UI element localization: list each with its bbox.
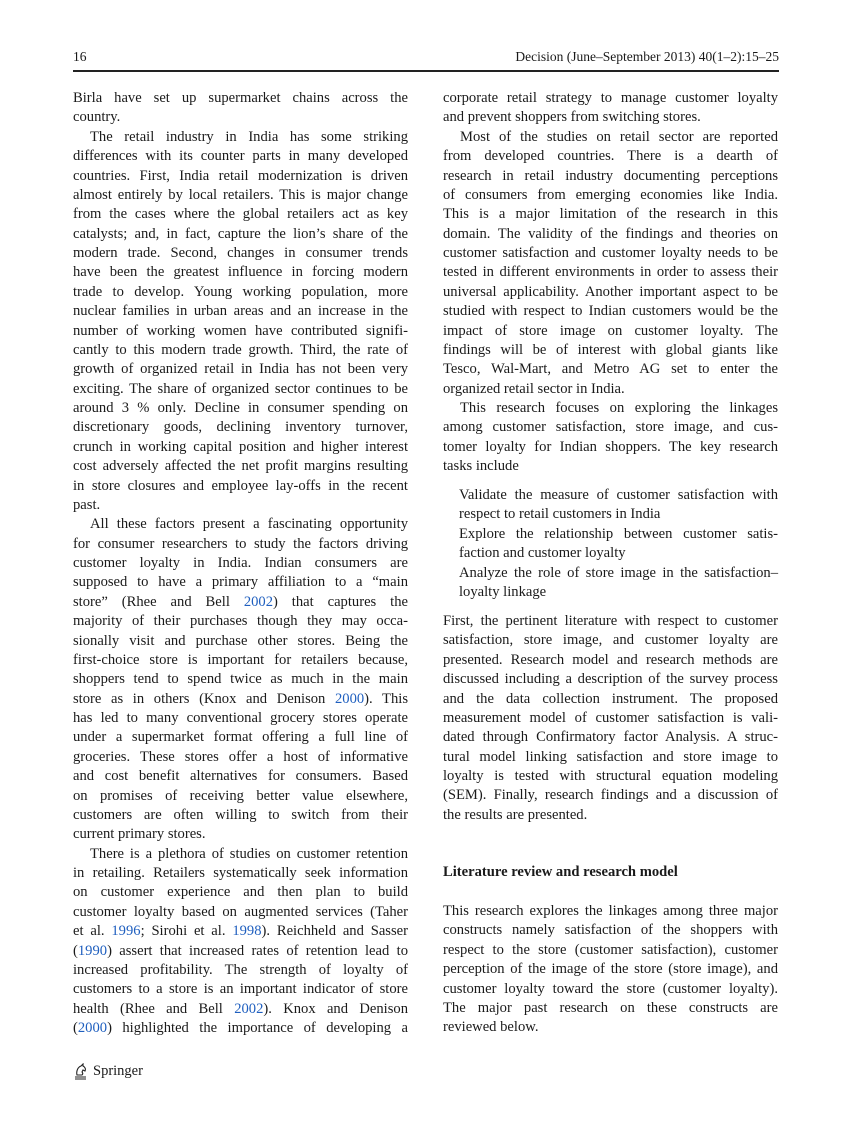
text-line: tomer loyalty for Indian shoppers. The key research xyxy=(443,438,778,455)
text-line: sionally visit and purchase other stores. Being the xyxy=(73,632,408,649)
text-line: cost adversely affected the net profit margins resulting xyxy=(73,458,408,475)
springer-logo xyxy=(73,1063,143,1080)
text-line: the results are presented. xyxy=(443,806,588,823)
text-line: among customer satisfaction, store image, and cus- xyxy=(443,419,778,436)
list-item xyxy=(443,564,778,603)
text-line: constructs namely satisfaction of the shoppers with xyxy=(443,922,778,939)
section-heading: Literature review and research model xyxy=(443,864,678,880)
springer-horse-icon xyxy=(73,1063,89,1080)
text-line: country. xyxy=(73,109,121,126)
text-line: under a supermarket format offering a full line of xyxy=(73,729,408,746)
text-line: customer loyalty in India. Indian consumers are xyxy=(73,555,408,571)
paragraph xyxy=(73,128,408,516)
text-line: Most of the studies on retail sector are reported xyxy=(460,128,778,145)
text-line: from developed countries. There is a dearth of xyxy=(443,148,778,165)
text-line: current primary stores. xyxy=(73,826,206,843)
text-line: shoppers tend to spend twice as much in the main xyxy=(73,671,408,688)
publisher-name: Springer xyxy=(93,1063,143,1079)
text-line: modern trade. Second, changes in consumer trends xyxy=(73,245,408,261)
paragraph xyxy=(443,612,778,825)
text-line: Explore the relationship between customer satis- xyxy=(459,525,778,542)
text-line: around 3 % only. Decline in consumer spending on xyxy=(73,400,408,416)
text-line: tural model linking satisfaction and store image to xyxy=(443,748,778,765)
text-line: in store closures and employee lay-offs in the recent xyxy=(73,477,408,494)
text-line: domain. The validity of the findings and theories on xyxy=(443,225,778,242)
paragraph xyxy=(443,128,778,399)
paragraph xyxy=(443,399,778,477)
text-line: past. xyxy=(73,496,101,513)
text-line: differences with its counter parts in many developed xyxy=(73,148,408,165)
text-line: almost entirely by local retailers. This is major change xyxy=(73,186,408,203)
right-column-outline xyxy=(443,612,778,825)
text-line: corporate retail strategy to manage customer loyalty xyxy=(443,90,778,106)
text-line: All these factors present a fascinating opportunity xyxy=(90,516,408,533)
list-item xyxy=(443,525,778,564)
paragraph xyxy=(443,89,778,128)
text-line: satisfaction, store image, and customer loyalty are xyxy=(443,632,778,649)
text-line: tested in different environments in order to assess their xyxy=(443,264,778,281)
right-column-intro xyxy=(443,89,778,477)
text-line: Tesco, Wal-Mart, and Metro AG set to enter the xyxy=(443,361,778,378)
text-line: Analyze the role of store image in the satisfaction– xyxy=(459,564,778,581)
text-line: exciting. The share of organized sector continues to be xyxy=(73,380,408,397)
paragraph xyxy=(73,89,408,128)
citation-link[interactable]: 1996 xyxy=(111,923,141,940)
text-line: number of working women have contributed signifi- xyxy=(73,322,408,339)
text-line: supposed to have a primary affiliation to a “main xyxy=(73,574,408,591)
paragraph xyxy=(443,902,778,1038)
left-column xyxy=(73,89,408,1038)
text-line: crunch in working capital position and higher interest xyxy=(73,438,408,455)
text-line: perception of the image of the store (store image), and xyxy=(443,961,778,978)
text-line: loyalty linkage xyxy=(459,583,547,600)
text-line: customers to a store is an important indicator of store xyxy=(73,981,408,998)
citation-link[interactable]: 2002 xyxy=(243,593,273,610)
text-line: from the cases where the global retailers act as key xyxy=(73,206,408,223)
text-line: of consumers from emerging economies like India. xyxy=(443,186,778,203)
text-line: The retail industry in India has some striking xyxy=(90,128,408,145)
text-line: and prevent shoppers from switching stores. xyxy=(443,109,701,126)
text-line: on promises of receiving better value elsewhere, xyxy=(73,787,408,804)
text-line: nuclear families in urban areas and an increase in the xyxy=(73,303,408,320)
text-line: customer satisfaction and customer loyalty needs to be xyxy=(443,245,778,261)
text-line: groceries. These stores offer a host of informative xyxy=(73,748,408,765)
text-line: This research explores the linkages among three major xyxy=(443,903,778,919)
citation-link[interactable]: 2000 xyxy=(334,690,365,707)
text-line: reviewed below. xyxy=(443,1019,539,1036)
text-line: discretionary goods, declining inventory turnover, xyxy=(73,419,408,436)
text-line: discussed including a description of the survey process xyxy=(443,671,778,688)
text-line: The major past research on these constructs are xyxy=(443,999,778,1016)
text-line: studied with respect to Indian customers would be the xyxy=(443,303,778,320)
text-line: There is a plethora of studies on customer retention xyxy=(90,845,408,862)
list-item xyxy=(443,486,778,525)
text-line: customers are often willing to switch from their xyxy=(73,806,408,823)
text-line: have been the greatest influence in forcing modern xyxy=(73,264,408,281)
citation-link[interactable]: 1990 xyxy=(77,942,108,959)
text-line: (2000) highlighted the importance of developing a xyxy=(73,1020,408,1036)
text-line: First, the pertinent literature with respect to customer xyxy=(443,613,778,629)
text-line: customer loyalty based on augmented services (Taher xyxy=(73,903,408,920)
text-line: growth of organized retail in India has not been very xyxy=(73,361,408,378)
paragraph xyxy=(73,515,408,844)
page-number: 16 xyxy=(73,49,87,64)
citation-link[interactable]: 2000 xyxy=(77,1020,108,1036)
paragraph xyxy=(73,845,408,1039)
text-line: This research focuses on exploring the linkages xyxy=(460,400,778,416)
text-line: and cost benefit alternatives for consumers. Based xyxy=(73,768,408,785)
text-line: faction and customer loyalty xyxy=(459,545,626,562)
header-rule xyxy=(73,70,779,72)
text-line: findings will be of interest with global giants like xyxy=(443,341,778,358)
running-header: Decision (June–September 2013) 40(1–2):15–25 xyxy=(515,49,779,64)
text-line: Validate the measure of customer satisfaction with xyxy=(459,487,778,503)
citation-link[interactable]: 1998 xyxy=(232,923,262,940)
text-line: countries. First, India retail modernization is driven xyxy=(73,167,408,184)
text-line: (1990) assert that increased rates of retention lead to xyxy=(73,942,408,959)
text-line: catalysts; and, in fact, capture the lion’s share of the xyxy=(73,225,408,242)
text-line: for consumer researchers to study the factors driving xyxy=(73,535,408,552)
text-line: respect to retail customers in India xyxy=(459,506,661,523)
text-line: measurement model of customer satisfaction is vali- xyxy=(443,709,778,726)
text-line: research in retail industry documenting perceptions xyxy=(443,167,778,184)
text-line: first-choice store is important for retailers because, xyxy=(73,651,408,668)
text-line: organized retail sector in India. xyxy=(443,380,625,397)
text-line: et al. 1996; Sirohi et al. 1998). Reichheld and Sasser xyxy=(73,923,409,940)
citation-link[interactable]: 2002 xyxy=(234,1000,264,1017)
text-line: impact of store image on customer loyalty. The xyxy=(443,322,778,339)
research-tasks-list xyxy=(443,486,778,602)
text-line: majority of their purchases though they may occa- xyxy=(73,613,408,630)
text-line: universal applicability. Another important aspect to be xyxy=(443,283,778,300)
text-line: in retailing. Retailers systematically seek information xyxy=(73,865,408,881)
right-column-literature xyxy=(443,902,778,1038)
text-line: This is a major limitation of the research in this xyxy=(443,206,778,223)
text-line: health (Rhee and Bell 2002). Knox and Denison xyxy=(73,1000,408,1017)
text-line: dated through Confirmatory factor Analysis. A struc- xyxy=(443,729,778,746)
text-line: trade to develop. Young working population, more xyxy=(73,283,408,300)
text-line: on customer experience and then plan to build xyxy=(73,884,408,901)
text-line: increased profitability. The strength of loyalty of xyxy=(73,961,408,978)
text-line: customer loyalty toward the store (customer loyalty). xyxy=(443,980,778,997)
text-line: (SEM). Finally, research findings and a discussion of xyxy=(443,787,778,804)
text-line: presented. Research model and research methods are xyxy=(443,651,778,668)
text-line: respect to the store (customer satisfaction), customer xyxy=(443,941,778,958)
text-line: store as in others (Knox and Denison 2000). This xyxy=(73,690,408,707)
text-line: Birla have set up supermarket chains across the xyxy=(73,90,408,106)
text-line: store” (Rhee and Bell 2002) that captures the xyxy=(73,593,408,610)
text-line: tasks include xyxy=(443,458,519,475)
text-line: cantly to this modern trade growth. Third, the rate of xyxy=(73,341,408,358)
text-line: loyalty is tested with structural equation modeling xyxy=(443,768,778,784)
text-line: and the data collection instrument. The proposed xyxy=(443,690,778,707)
text-line: has led to many conventional grocery stores operate xyxy=(73,710,408,726)
